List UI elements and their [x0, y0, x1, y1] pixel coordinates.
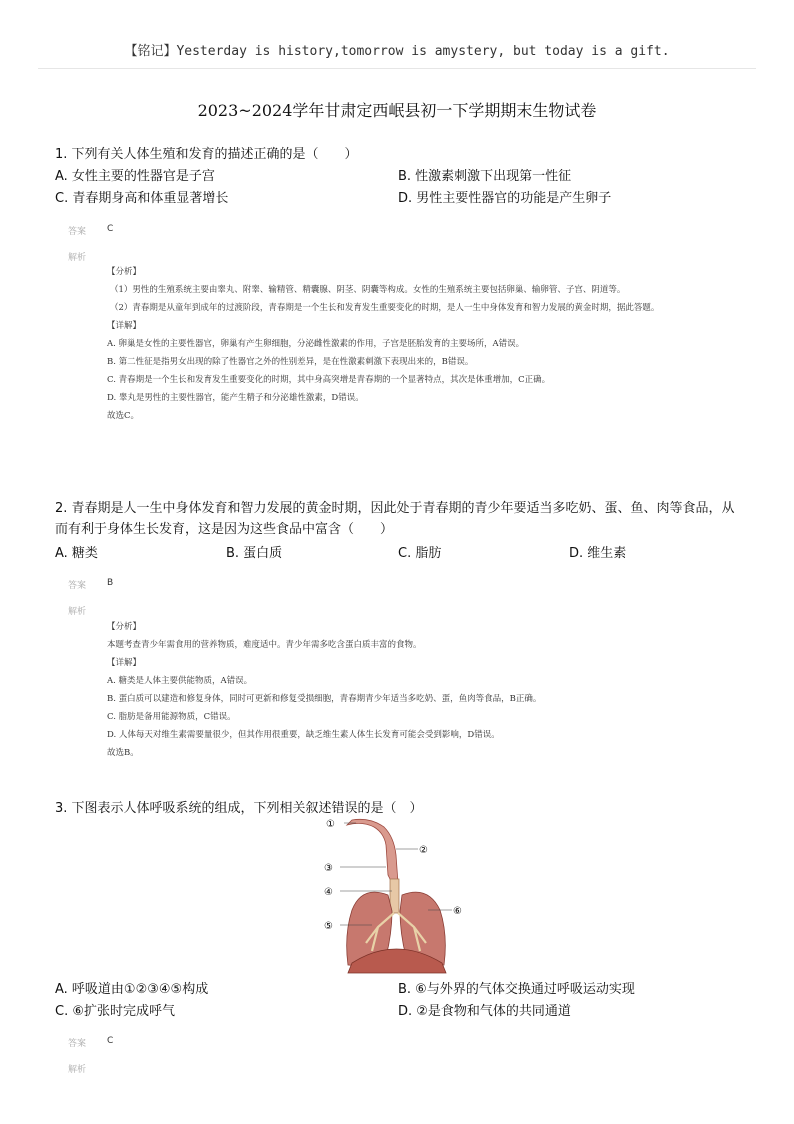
analysis-line: A. 糖类是人体主要供能物质，A错误。: [107, 676, 253, 686]
analysis-line: （2）青春期是从童年到成年的过渡阶段，青春期是一个生长和发育发生重要变化的时期，是人一生中身体发育和智力发展的黄金时期，据此答题。: [110, 303, 660, 313]
analysis-heading: 【详解】: [107, 658, 142, 668]
q3-option-d: D. ②是食物和气体的共同通道: [398, 1004, 571, 1019]
q1-option-c: C. 青春期身高和体重显著增长: [55, 191, 229, 206]
q1-stem: 1. 下列有关人体生殖和发育的描述正确的是（ ）: [55, 147, 358, 162]
q2-answer-value: B: [107, 578, 114, 588]
page-motto: 【铭记】Yesterday is history,tomorrow is amystery, but today is a gift.: [124, 44, 670, 59]
analysis-heading: 【详解】: [107, 321, 142, 331]
nasal-pharynx-shape: [347, 819, 398, 883]
q1-answer-label: 答案: [68, 227, 87, 237]
marker-5: ⑤: [324, 921, 333, 932]
q2-option-d: D. 维生素: [569, 546, 627, 561]
q2-analysis: [107, 618, 541, 762]
marker-1: ①: [326, 819, 335, 830]
analysis-line: D. 人体每天对维生素需要量很少，但其作用很重要，缺乏维生素人体生长发育可能会受到影响，D错误。: [107, 730, 500, 740]
q2-option-b: B. 蛋白质: [226, 546, 283, 561]
marker-6: ⑥: [453, 906, 462, 917]
analysis-line: C. 脂肪是备用能源物质，C错误。: [107, 712, 236, 722]
page-title: 2023~2024学年甘肃定西岷县初一下学期期末生物试卷: [197, 101, 597, 120]
respiratory-system-diagram: [322, 815, 472, 975]
q3-answer-value: C: [107, 1036, 114, 1046]
q1-analysis-label: 解析: [68, 253, 87, 263]
analysis-heading: 【分析】: [107, 267, 142, 277]
q3-option-a: A. 呼吸道由①②③④⑤构成: [55, 982, 209, 997]
q1-answer-value: C: [107, 224, 114, 234]
analysis-line: C. 青春期是一个生长和发育发生重要变化的时期，其中身高突增是青春期的一个显著特点，其次是体重增加，C正确。: [107, 375, 551, 385]
q2-option-a: A. 糖类: [55, 546, 98, 561]
analysis-line: （1）男性的生殖系统主要由睾丸、附睾、输精管、精囊腺、阴茎、阴囊等构成。女性的生殖系统主要包括卵巢、输卵管、子宫、阴道等。: [110, 285, 626, 295]
q1-analysis: [107, 263, 725, 425]
analysis-line: D. 睾丸是男性的主要性器官，能产生精子和分泌雄性激素，D错误。: [107, 393, 364, 403]
q2-stem: 2. 青春期是人一生中身体发育和智力发展的黄金时期，因此处于青春期的青少年要适当多吃奶、蛋、鱼、肉等食品，从而有利于身体生长发育，这是因为这些食品中富含（ ）: [55, 501, 735, 537]
q3-stem: 3. 下图表示人体呼吸系统的组成，下列相关叙述错误的是（ ）: [55, 801, 423, 816]
q3-answer-label: 答案: [68, 1039, 87, 1049]
analysis-line: 本题考查青少年需食用的营养物质，难度适中。青少年需多吃含蛋白质丰富的食物。: [107, 640, 422, 650]
q3-option-c: C. ⑥扩张时完成呼气: [55, 1004, 175, 1019]
header-divider: [38, 68, 756, 69]
marker-4: ④: [324, 887, 333, 898]
analysis-line: 故选B。: [107, 748, 139, 758]
q3-analysis-label: 解析: [68, 1065, 87, 1075]
q2-answer-label: 答案: [68, 581, 87, 591]
q2-option-c: C. 脂肪: [398, 546, 442, 561]
analysis-line: B. 第二性征是指男女出现的除了性器官之外的性别差异，是在性激素刺激下表现出来的，B错误。: [107, 357, 474, 367]
q1-option-b: B. 性激素刺激下出现第一性征: [398, 169, 572, 184]
analysis-line: B. 蛋白质可以建造和修复身体，同时可更新和修复受损细胞，青春期青少年适当多吃奶、蛋，鱼肉等食品，B正确。: [107, 694, 542, 704]
analysis-heading: 【分析】: [107, 622, 142, 632]
analysis-line: A. 卵巢是女性的主要性器官，卵巢有产生卵细胞，分泌雌性激素的作用，子宫是胚胎发育的主要场所，A错误。: [107, 339, 525, 349]
q2-analysis-label: 解析: [68, 607, 87, 617]
marker-3: ③: [324, 863, 333, 874]
analysis-line: 故选C。: [107, 411, 140, 421]
marker-2: ②: [419, 845, 428, 856]
q3-option-b: B. ⑥与外界的气体交换通过呼吸运动实现: [398, 982, 635, 997]
q1-option-d: D. 男性主要性器官的功能是产生卵子: [398, 191, 612, 206]
q1-option-a: A. 女性主要的性器官是子宫: [55, 169, 215, 184]
